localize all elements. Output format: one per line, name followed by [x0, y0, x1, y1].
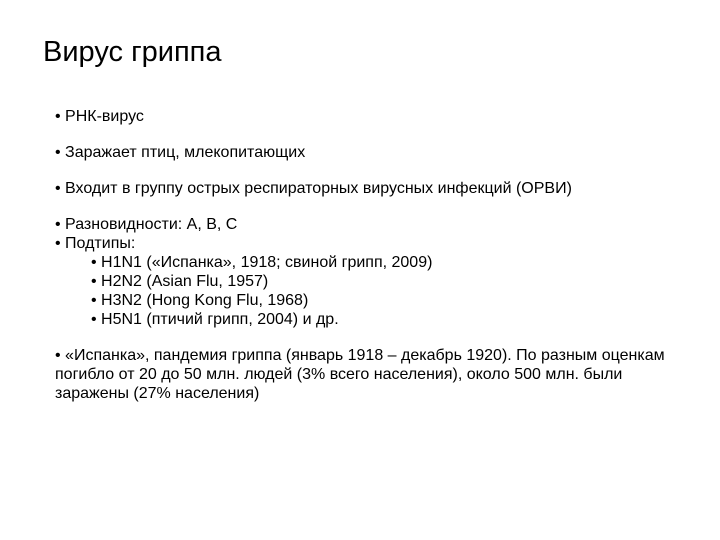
subtype-item: • H2N2 (Asian Flu, 1957)	[55, 272, 695, 291]
subtype-item: • H3N2 (Hong Kong Flu, 1968)	[55, 291, 695, 310]
bullet-rna-virus: • РНК-вирус	[55, 107, 695, 126]
subtype-item: • H1N1 («Испанка», 1918; свиной грипп, 2009)	[55, 253, 695, 272]
bullet-infects: • Заражает птиц, млекопитающих	[55, 143, 695, 162]
subtype-item: • H5N1 (птичий грипп, 2004) и др.	[55, 310, 695, 329]
slide-title: Вирус гриппа	[43, 36, 222, 68]
bullet-orvi: • Входит в группу острых респираторных вирусных инфекций (ОРВИ)	[55, 179, 695, 198]
slide-body	[55, 107, 695, 403]
bullet-subtypes-label: • Подтипы:	[55, 234, 695, 253]
bullet-spanish-flu: • «Испанка», пандемия гриппа (январь 1918 – декабрь 1920). По разным оценкам погибло от 20 до 50 млн. людей (3% всего населения), около 500 млн. были заражены (27% населения)	[55, 346, 695, 403]
bullet-varieties: • Разновидности: А, В, С	[55, 215, 695, 234]
